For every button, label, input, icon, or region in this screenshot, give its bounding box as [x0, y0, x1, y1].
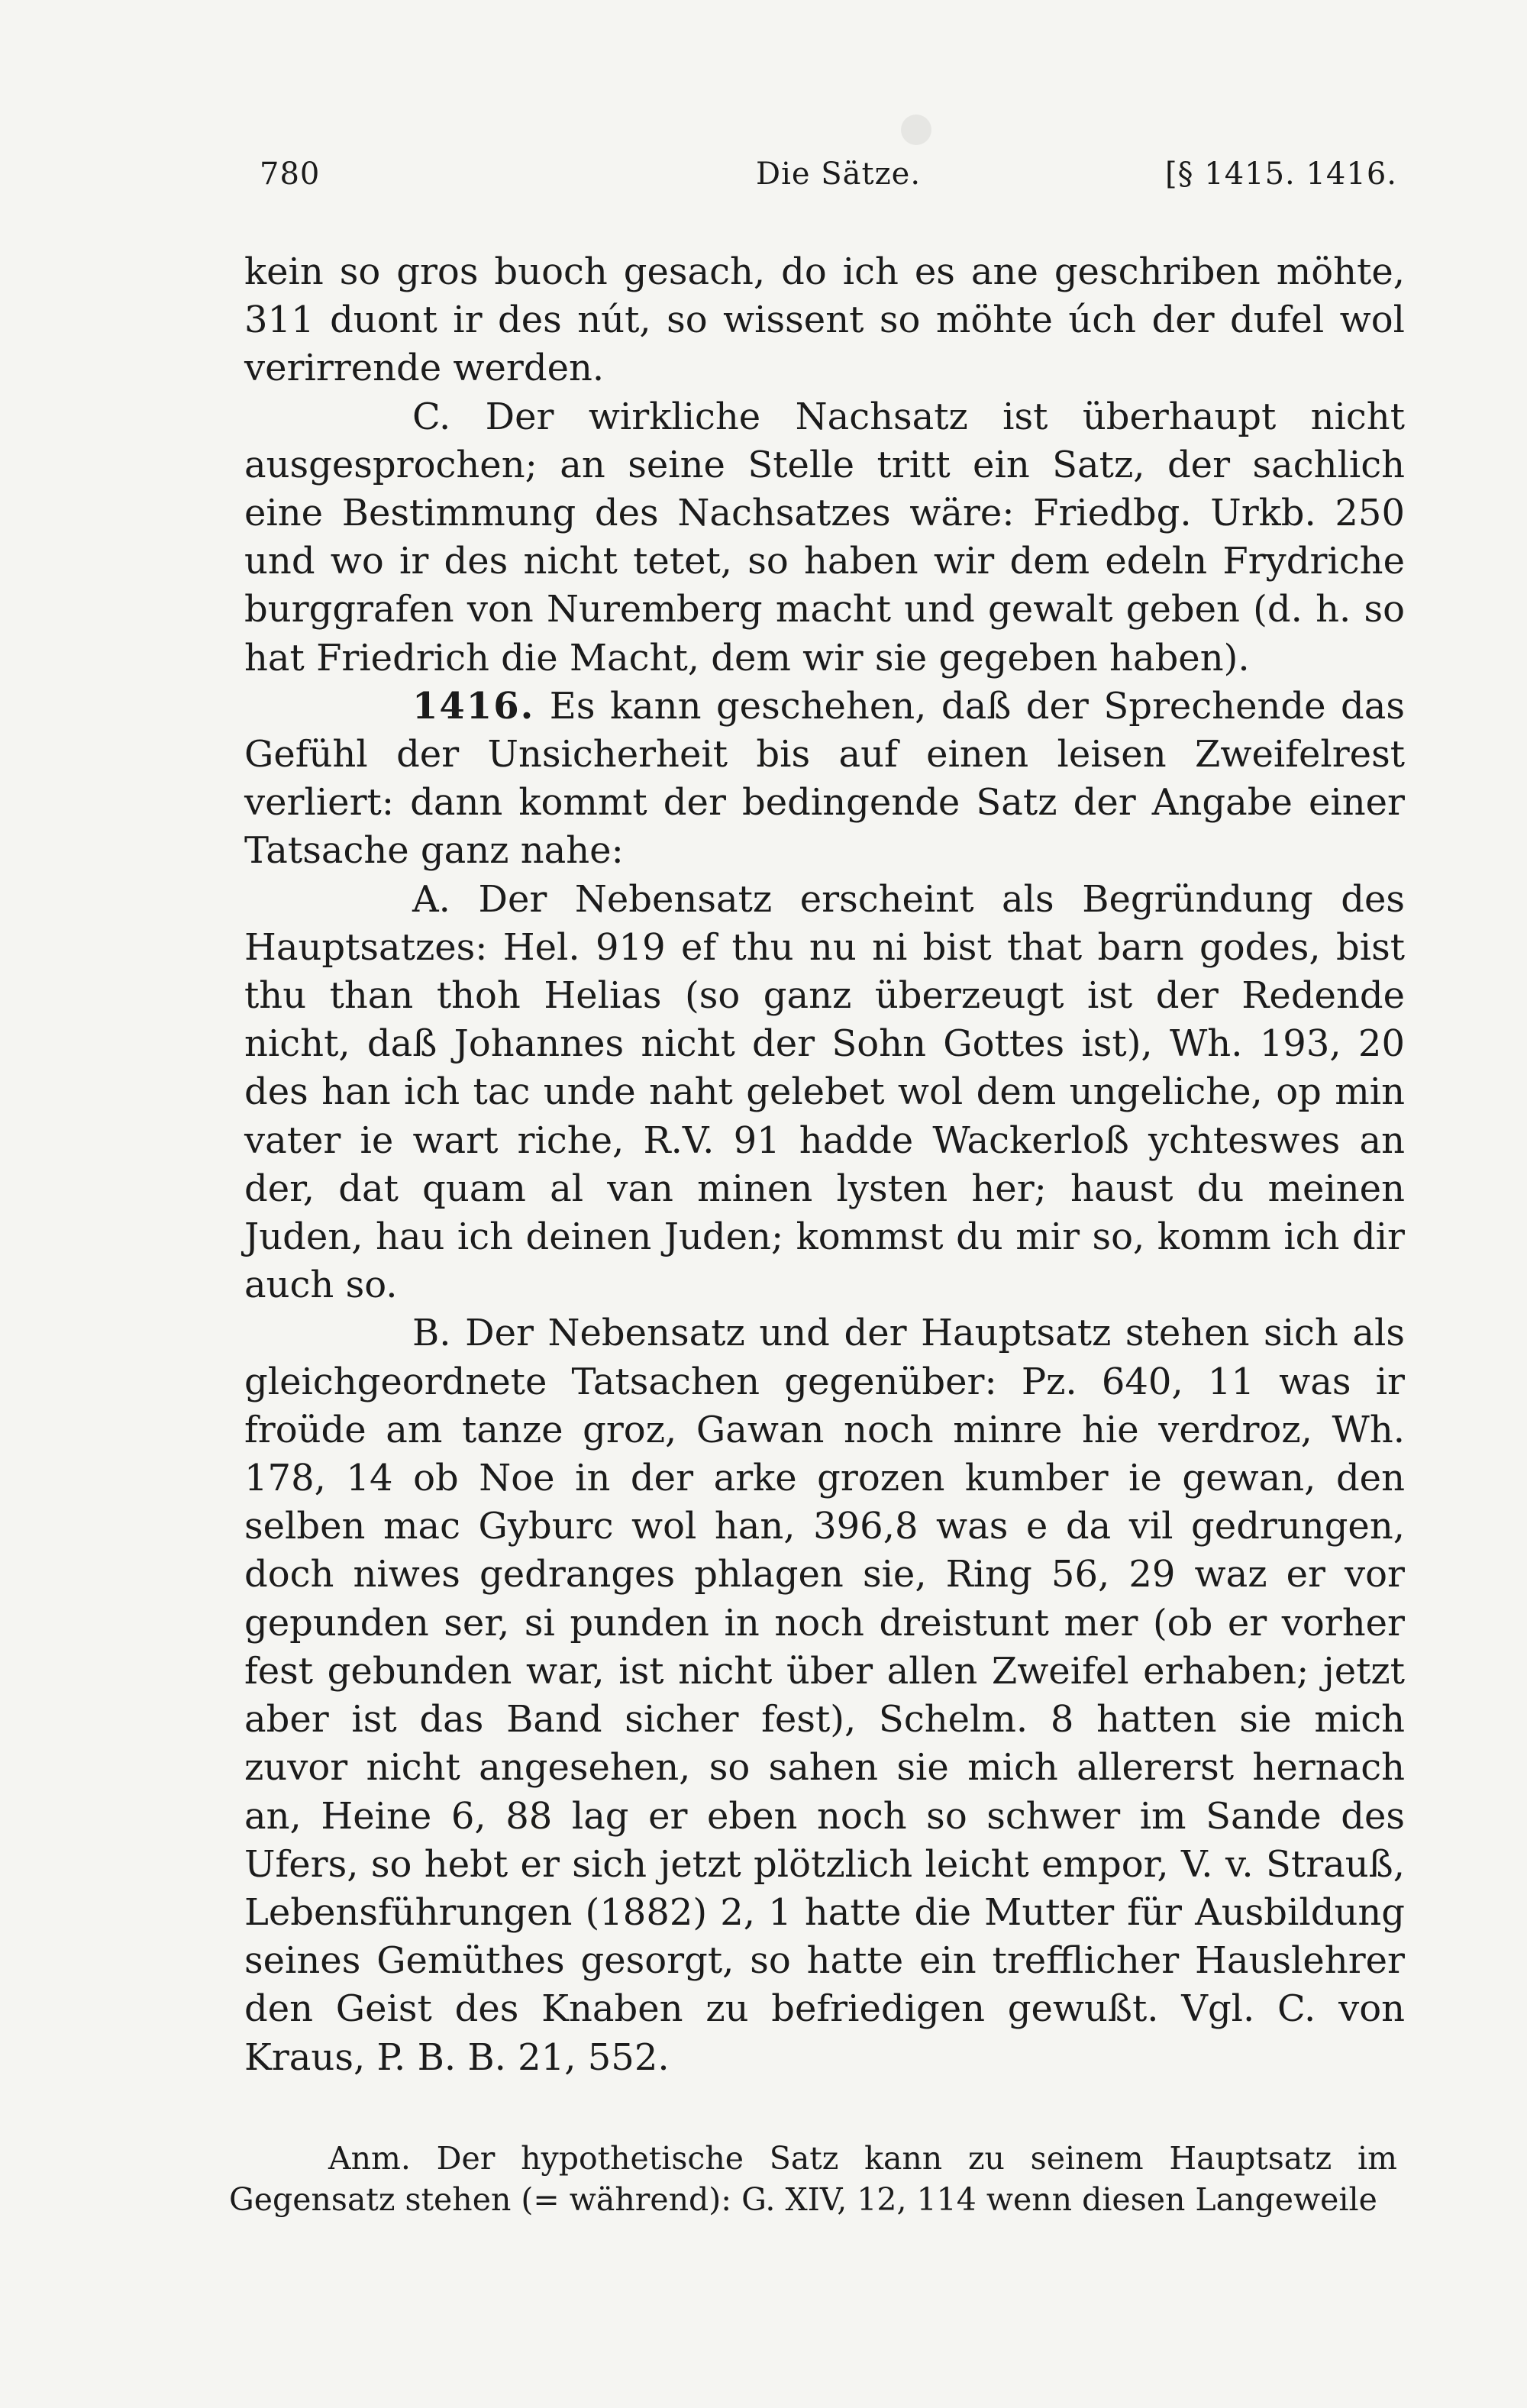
paragraph-b: B. Der Nebensatz und der Hauptsatz stehen sich als gleichgeordnete Tatsachen gegenüber: Pz. 640, 11 was ir froüde am tanze groz, Gawan noch minre hie verdroz, Wh. 178, 14 ob Noe in der arke grozen kumber ie gewan, den selben mac Gyburc wol han, 396,8 was e da vil gedrungen, doch niwes gedranges phlagen sie, Ring 56, 29 waz er vor gepunden ser, si punden in noch dreistunt mer (ob er vorher fest gebunden war, ist nicht über allen Zweifel erhaben; jetzt aber ist das Band sicher fest), Schelm. 8 hatten sie mich zuvor nicht angesehen, so sahen sie mich allererst hernach an, Heine 6, 88 lag er eben noch so schwer im Sande des Ufers, so hebt er sich jetzt plötzlich leicht empor, V. v. Strauß, Lebensführungen (1882) 2, 1 hatte die Mutter für Ausbildung seines Gemüthes gesorgt, so hatte ein trefflicher Hauslehrer den Geist des Knaben zu befriedigen gewußt. Vgl. C. von Kraus, P. B. B. 21, 552.: [244, 1312, 1405, 2079]
paragraph-1416-text: Es kann geschehen, daß der Sprechende das Gefühl der Unsicherheit bis auf einen leisen Zweifelrest verliert: dann kommt der bedingende Satz der Angabe einer Tatsache ganz nahe:: [244, 684, 1405, 873]
running-title: Die Sätze.: [756, 157, 922, 192]
section-reference: [§ 1415. 1416.: [1164, 157, 1397, 192]
paragraph-a: A. Der Nebensatz erscheint als Begründung des Hauptsatzes: Hel. 919 ef thu nu ni bist that barn godes, bist thu than thoh Helias (so ganz überzeugt ist der Redende nicht, daß Johannes nicht der Sohn Gottes ist), Wh. 193, 20 des han ich tac unde naht gelebet wol dem ungeliche, op min vater ie wart riche, R.V. 91 hadde Wackerloß ychteswes an der, dat quam al van minen lysten her; haust du meinen Juden, hau ich deinen Juden; kommst du mir so, komm ich dir auch so.: [244, 877, 1405, 1307]
page-smudge: [901, 115, 931, 145]
paragraph-continuation: kein so gros buoch gesach, do ich es ane geschriben möhte, 311 duont ir des nút, so wissent so möhte úch der dufel wol verirrende werden.: [244, 250, 1405, 390]
running-header: [260, 157, 1397, 202]
footnote-text: Anm. Der hypothetische Satz kann zu seinem Hauptsatz im Gegensatz stehen (= während): G. XIV, 12, 114 wenn diesen Langeweile: [229, 2140, 1397, 2218]
body-text: [244, 248, 1405, 2082]
page-number: 780: [260, 157, 321, 192]
footnote: [229, 2138, 1397, 2220]
paragraph-1416: [244, 683, 1405, 876]
paragraph-c: C. Der wirkliche Nachsatz ist überhaupt nicht ausgesprochen; an seine Stelle tritt ein Satz, der sachlich eine Bestimmung des Nachsatzes wäre: Friedbg. Urkb. 250 und wo ir des nicht tetet, so haben wir dem edeln Frydriche burggrafen von Nuremberg macht und gewalt geben (d. h. so hat Friedrich die Macht, dem wir sie gegeben haben).: [244, 395, 1405, 679]
section-number: 1416.: [412, 684, 535, 728]
